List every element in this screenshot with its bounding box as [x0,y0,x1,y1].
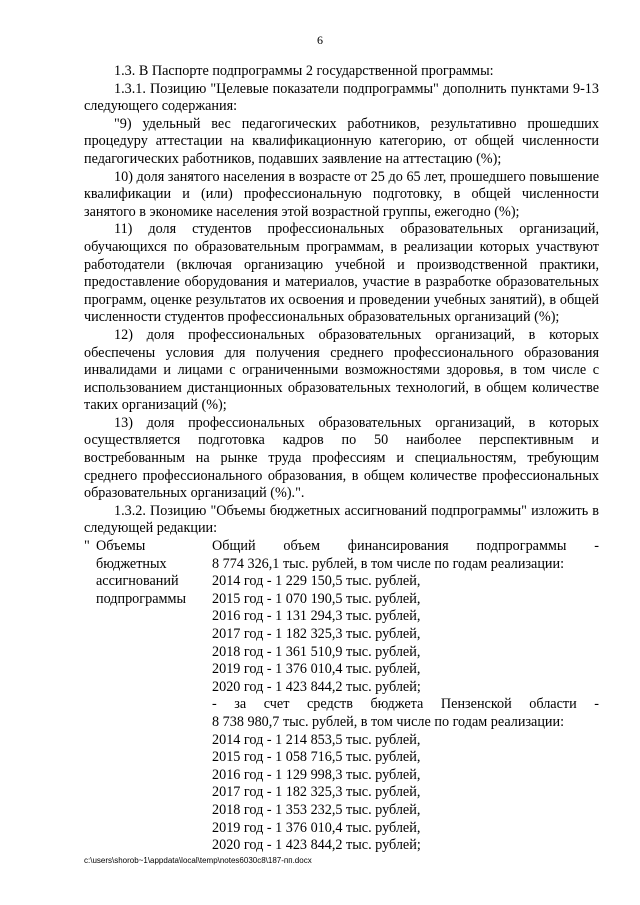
paragraph-item-13: 13) доля профессиональных образовательных организаций, в которых осуществляется подготовка кадров по 50 наиболее перспективным и востребованным на рынке труда профессиям и специальностям, требующим среднего профессионального образования, в общем количестве профессиональных образовательных организаций (%).". [84,414,599,502]
regional-year-line: 2017 год - 1 182 325,3 тыс. рублей, [212,784,421,801]
regional-year-line: 2019 год - 1 376 010,4 тыс. рублей, [212,819,421,836]
regional-budget-amount: 8 738 980,7 тыс. рублей, в том числе по годам реализации: [212,713,565,730]
paragraph-item-9: "9) удельный вес педагогических работников, результативно прошедших процедуру аттестации на квалификационную категорию, от общей численности педагогических работников, подавших заявление на аттестацию (%); [84,115,599,167]
regional-year-line: 2015 год - 1 058 716,5 тыс. рублей, [212,749,421,766]
budget-label [84,538,212,855]
opening-quote: " [84,538,90,555]
budget-table [84,538,599,855]
paragraph-1-3-1: 1.3.1. Позицию "Целевые показатели подпрограммы" дополнить пунктами 9-13 следующего содержания: [84,80,599,115]
total-year-line: 2018 год - 1 361 510,9 тыс. рублей, [212,643,421,660]
paragraph-item-12: 12) доля профессиональных образовательных организаций, в которых обеспечены условия для получения среднего профессионального образования инвалидами и лицами с ограниченными возможностями здоровья, в том числе с использованием дистанционных образовательных технологий, в общем количестве таких организаций (%); [84,326,599,414]
regional-year-line: 2016 год - 1 129 998,3 тыс. рублей, [212,766,421,783]
regional-budget-intro: - за счет средств бюджета Пензенской области - [212,696,599,713]
budget-label-line: бюджетных [96,555,167,572]
paragraph-item-11: 11) доля студентов профессиональных образовательных организаций, обучающихся по образовательным программам, в реализации которых участвуют работодатели (включая организацию учебной и производственной практики, предоставление оборудования и материалов, участие в разработке образовательных программ, оценке результатов их освоения и проведении учебных занятий), в общей численности студентов профессиональных образовательных организаций (%); [84,221,599,326]
total-year-line: 2017 год - 1 182 325,3 тыс. рублей, [212,626,421,642]
budget-label-text [84,538,212,608]
regional-year-line: 2020 год - 1 423 844,2 тыс. рублей; [212,837,421,854]
total-year-line: 2019 год - 1 376 010,4 тыс. рублей, [212,661,421,678]
total-financing-intro: Общий объем финансирования подпрограммы - [212,538,599,555]
total-year-line: 2015 год - 1 070 190,5 тыс. рублей, [212,590,421,607]
budget-values [212,538,599,855]
file-path-footer: c:\users\shorob~1\appdata\local\temp\notes6030c8\187-пп.docx [84,856,312,865]
page-number: 6 [317,33,323,47]
budget-label-line: подпрограммы [96,590,186,607]
paragraph-1-3: 1.3. В Паспорте подпрограммы 2 государственной программы: [114,63,494,79]
total-year-line: 2016 год - 1 131 294,3 тыс. рублей, [212,608,421,625]
budget-label-line: ассигнований [96,573,179,590]
regional-year-line: 2014 год - 1 214 853,5 тыс. рублей, [212,731,421,748]
total-year-line: 2020 год - 1 423 844,2 тыс. рублей; [212,678,421,695]
budget-label-line: Объемы [96,538,146,555]
document-body [84,63,599,855]
regional-year-line: 2018 год - 1 353 232,5 тыс. рублей, [212,801,421,818]
paragraph-item-10: 10) доля занятого населения в возрасте от 25 до 65 лет, прошедшего повышение квалификации и (или) профессиональную подготовку, в общей численности занятого в экономике населения этой возрастной группы, ежегодно (%); [84,168,599,220]
total-financing-amount: 8 774 326,1 тыс. рублей, в том числе по годам реализации: [212,555,565,572]
paragraph-1-3-2: 1.3.2. Позицию "Объемы бюджетных ассигнований подпрограммы" изложить в следующей редакции: [84,502,599,537]
total-year-line: 2014 год - 1 229 150,5 тыс. рублей, [212,573,421,590]
